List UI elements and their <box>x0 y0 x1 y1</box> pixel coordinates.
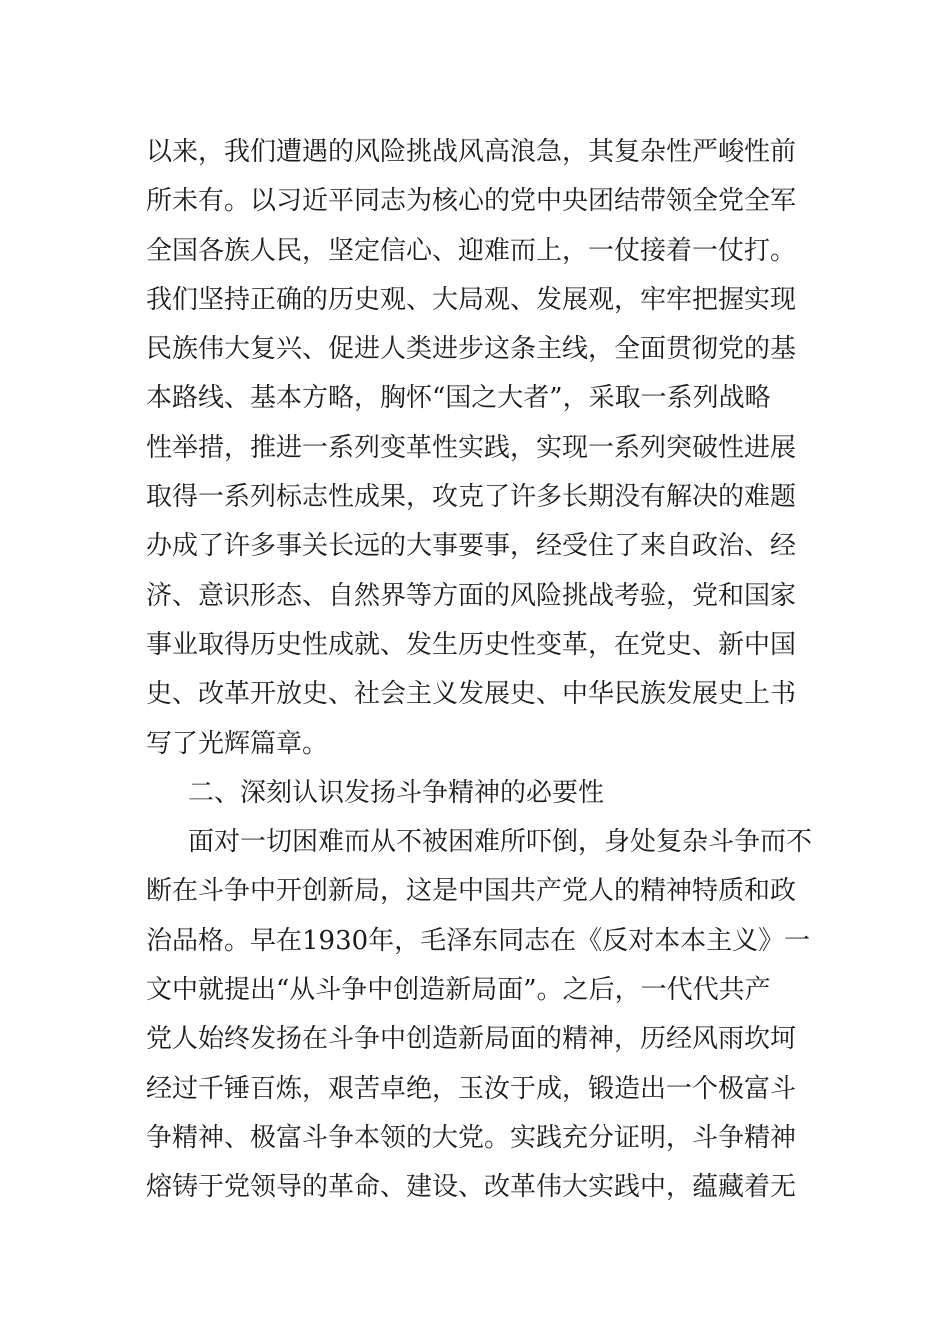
paragraph-line: 事业取得历史性成就、发生历史性变革，在党史、新中国 <box>146 629 797 660</box>
paragraph-line: 济、意识形态、自然界等方面的风险挑战考验，党和国家 <box>146 580 797 611</box>
section-heading: 二、深刻认识发扬斗争精神的必要性 <box>188 777 605 808</box>
paragraph-line: 全国各族人民，坚定信心、迎难而上，一仗接着一仗打。 <box>146 235 797 266</box>
paragraph-line: 经过千锤百炼，艰苦卓绝，玉汝于成，锻造出一个极富斗 <box>146 1073 797 1104</box>
paragraph-line: 我们坚持正确的历史观、大局观、发展观，牢牢把握实现 <box>146 284 797 315</box>
paragraph-line: 取得一系列标志性成果，攻克了许多长期没有解决的难题 <box>146 482 797 513</box>
paragraph-line: 所未有。以习近平同志为核心的党中央团结带领全党全军 <box>146 186 797 217</box>
paragraph-line: 写了光辉篇章。 <box>146 728 329 759</box>
paragraph-line: 本路线、基本方略，胸怀“国之大者”，采取一系列战略 <box>146 383 771 414</box>
paragraph-line: 熔铸于党领导的革命、建设、改革伟大实践中，蕴藏着无 <box>146 1172 797 1203</box>
paragraph-line: 党人始终发扬在斗争中创造新局面的精神，历经风雨坎坷 <box>146 1024 797 1055</box>
paragraph-line: 争精神、极富斗争本领的大党。实践充分证明，斗争精神 <box>146 1122 797 1153</box>
paragraph-line: 民族伟大复兴、促进人类进步这条主线，全面贯彻党的基 <box>146 334 797 365</box>
paragraph-line: 以来，我们遭遇的风险挑战风高浪急，其复杂性严峻性前 <box>146 137 797 167</box>
document-body <box>146 128 816 1213</box>
paragraph-line: 文中就提出“从斗争中创造新局面”。之后，一代代共产 <box>146 975 771 1006</box>
paragraph-line: 性举措，推进一系列变革性实践，实现一系列突破性进展 <box>146 432 797 463</box>
paragraph-line: 面对一切困难而从不被困难所吓倒，身处复杂斗争而不 <box>188 827 813 858</box>
paragraph-line: 治品格。早在1930年，毛泽东同志在《反对本本主义》一 <box>146 925 811 956</box>
paragraph-line: 史、改革开放史、社会主义发展史、中华民族发展史上书 <box>146 679 797 710</box>
paragraph-line: 断在斗争中开创新局，这是中国共产党人的精神特质和政 <box>146 876 797 907</box>
paragraph-line: 办成了许多事关长远的大事要事，经受住了来自政治、经 <box>146 531 797 562</box>
